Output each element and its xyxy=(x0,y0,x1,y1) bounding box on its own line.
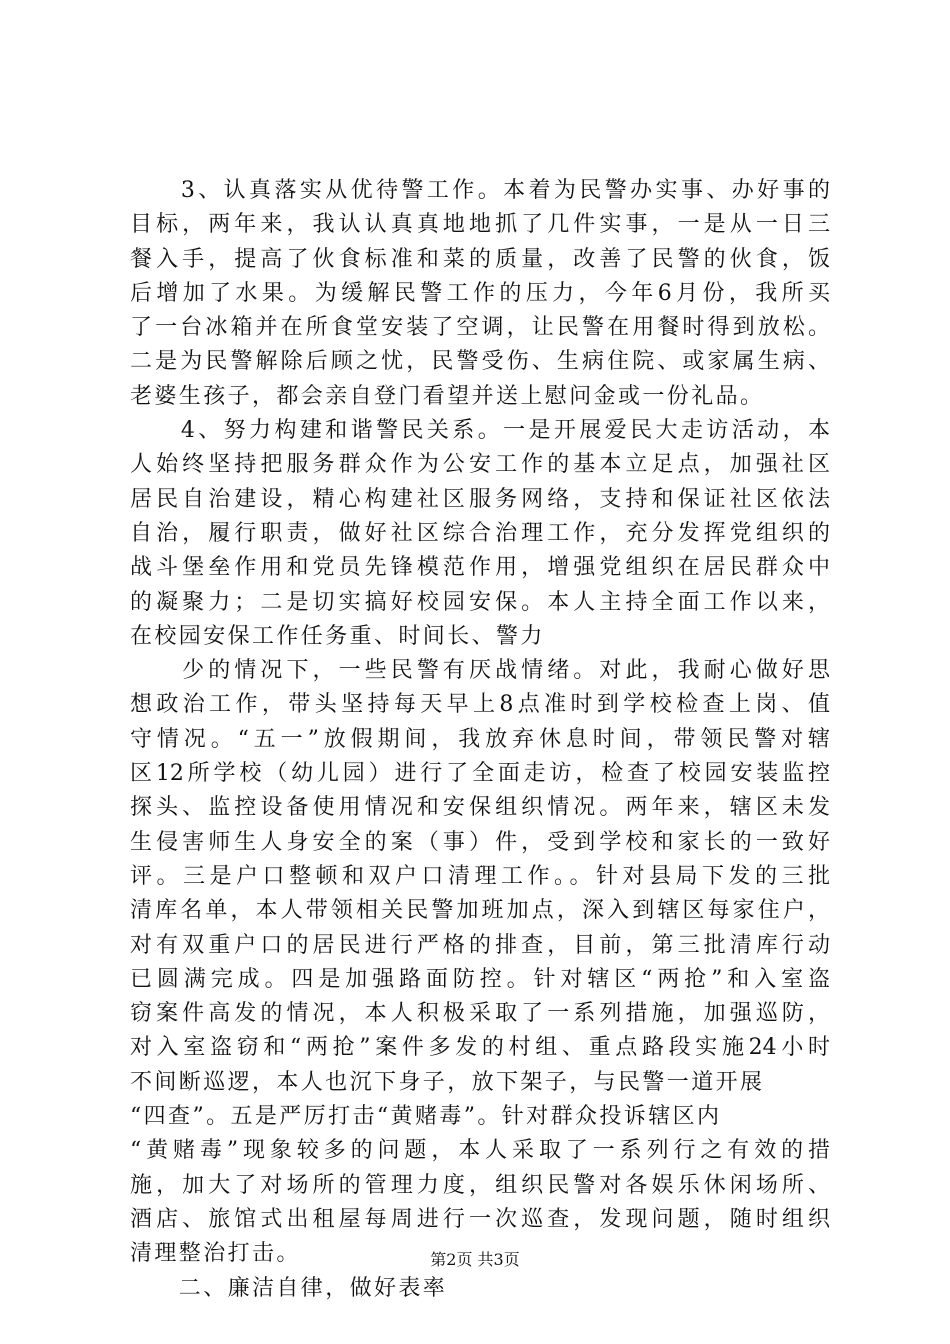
text-line: 的凝聚力；二是切实搞好校园安保。本人主持全面工作以来， xyxy=(130,589,830,615)
text-line: 区12所学校（幼儿园）进行了全面走访，检查了校园安装监控 xyxy=(130,761,830,787)
text-line: 餐入手，提高了伙食标准和菜的质量，改善了民警的伙食，饭 xyxy=(130,246,830,272)
text-line: 二、廉洁自律，做好表率 xyxy=(130,1275,448,1301)
text-line: 在校园安保工作任务重、时间长、警力 xyxy=(130,623,545,649)
text-line: 居民自治建设，精心构建社区服务网络，支持和保证社区依法 xyxy=(130,486,830,512)
text-line: 老婆生孩子，都会亲自登门看望并送上慰问金或一份礼品。 xyxy=(130,383,765,409)
text-line: 战斗堡垒作用和党员先锋模范作用，增强党组织在居民群众中 xyxy=(130,555,830,581)
text-line: 目标，两年来，我认认真真地地抓了几件实事，一是从一日三 xyxy=(130,212,830,238)
text-line: 3、认真落实从优待警工作。本着为民警办实事、办好事的 xyxy=(130,178,830,203)
text-line: 守情况。“五一”放假期间，我放弃休息时间，带领民警对辖 xyxy=(130,726,830,752)
text-line: 对入室盗窃和“两抢”案件多发的村组、重点路段实施24小时 xyxy=(130,1035,830,1061)
text-line: 不间断巡逻，本人也沉下身子，放下架子，与民警一道开展 xyxy=(130,1069,765,1095)
text-line: 二是为民警解除后顾之忧，民警受伤、生病住院、或家属生病、 xyxy=(130,349,830,375)
text-line: “四查”。五是严厉打击“黄赌毒”。针对群众投诉辖区内 xyxy=(130,1104,722,1130)
text-line: “黄赌毒”现象较多的问题，本人采取了一系列行之有效的措 xyxy=(130,1138,830,1164)
text-line: 了一台冰箱并在所食堂安装了空调，让民警在用餐时得到放松。 xyxy=(130,315,830,341)
text-line: 生侵害师生人身安全的案（事）件，受到学校和家长的一致好 xyxy=(130,829,830,855)
text-line: 已圆满完成。四是加强路面防控。针对辖区“两抢”和入室盗 xyxy=(130,966,830,992)
text-line: 清理整治打击。 xyxy=(130,1241,301,1267)
text-line: 少的情况下，一些民警有厌战情绪。对此，我耐心做好思 xyxy=(130,658,830,684)
text-line: 想政治工作，带头坚持每天早上8点准时到学校检查上岗、值 xyxy=(130,692,830,718)
text-line: 4、努力构建和谐警民关系。一是开展爱民大走访活动，本 xyxy=(130,418,830,444)
text-line: 对有双重户口的居民进行严格的排查，目前，第三批清库行动 xyxy=(130,932,830,958)
text-line: 评。三是户口整顿和双户口清理工作。。针对县局下发的三批 xyxy=(130,863,830,889)
text-line: 自治，履行职责，做好社区综合治理工作，充分发挥党组织的 xyxy=(130,520,830,546)
text-line: 清库名单，本人带领相关民警加班加点，深入到辖区每家住户， xyxy=(130,898,830,924)
text-line: 后增加了水果。为缓解民警工作的压力，今年6月份，我所买 xyxy=(130,280,830,306)
text-line: 探头、监控设备使用情况和安保组织情况。两年来，辖区未发 xyxy=(130,795,830,821)
text-line: 酒店、旅馆式出租屋每周进行一次巡查，发现问题，随时组织 xyxy=(130,1206,830,1232)
text-line: 人始终坚持把服务群众作为公安工作的基本立足点，加强社区 xyxy=(130,452,830,478)
body-text xyxy=(130,174,830,1306)
text-line: 施，加大了对场所的管理力度，组织民警对各娱乐休闲场所、 xyxy=(130,1172,830,1198)
page-footer: 第2页 共3页 xyxy=(430,1250,520,1269)
text-line: 窃案件高发的情况，本人积极采取了一系列措施，加强巡防， xyxy=(130,1001,830,1027)
